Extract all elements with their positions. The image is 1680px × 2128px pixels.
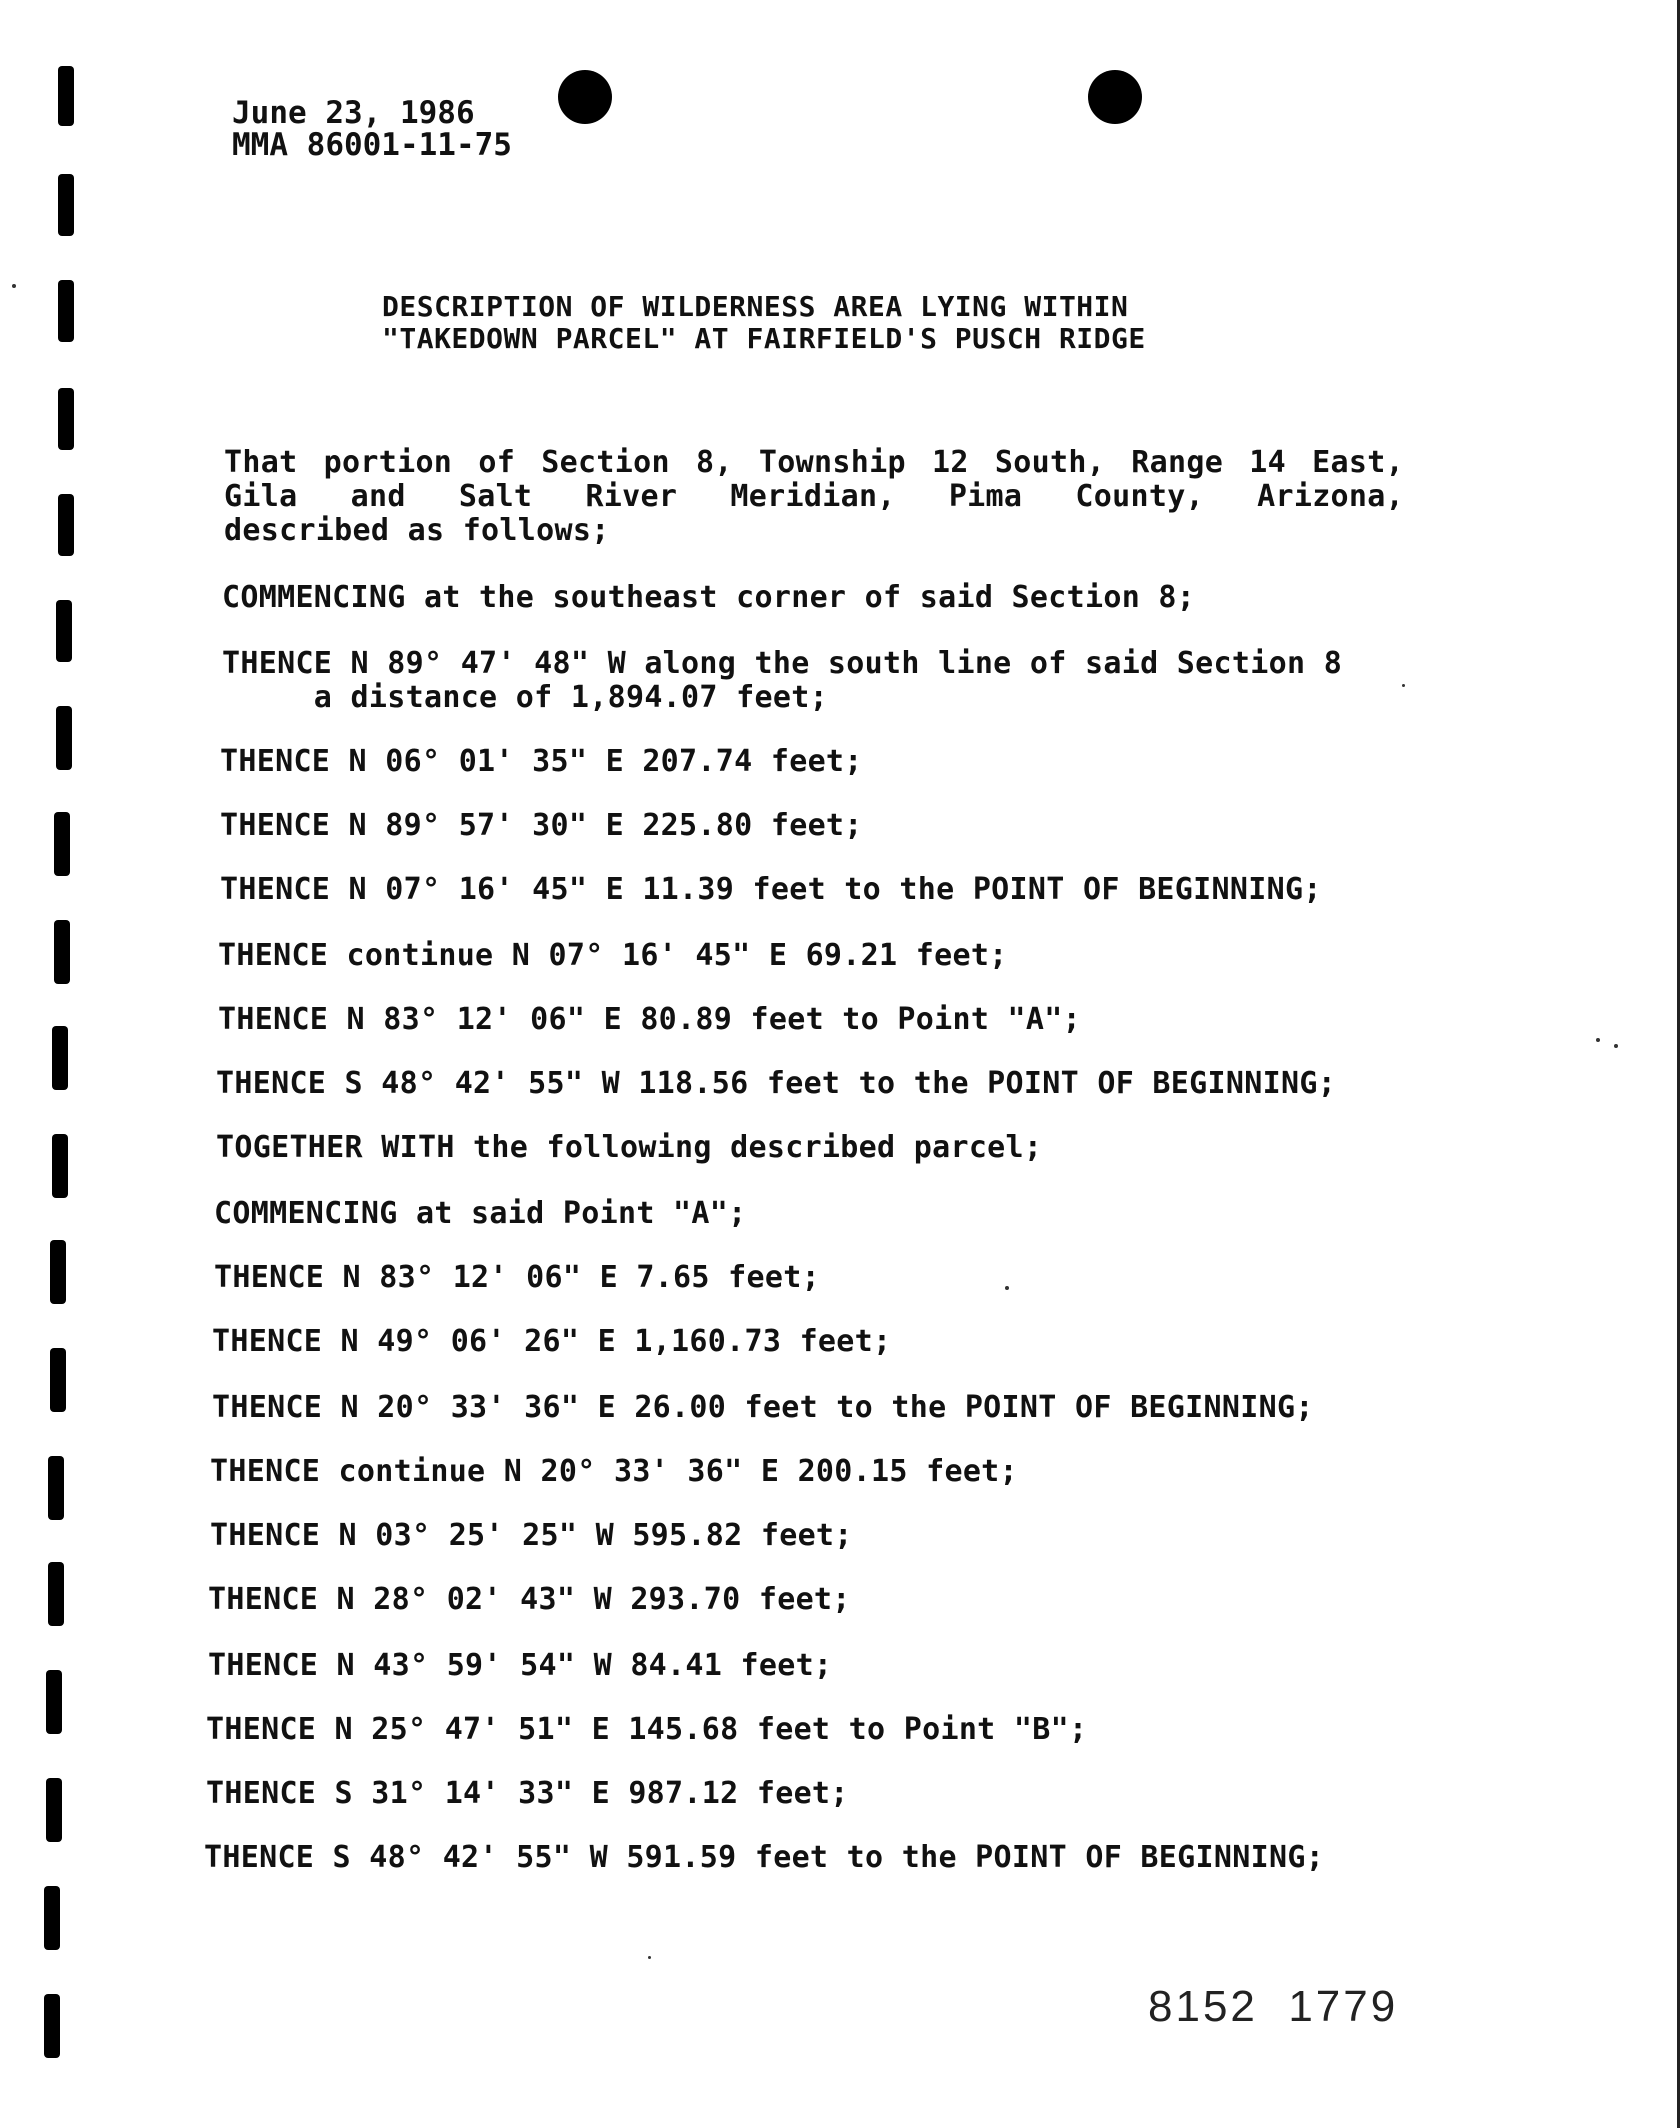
punch-mark [52, 1134, 68, 1198]
punch-mark [54, 920, 70, 984]
intro-line-2: Gila and Salt River Meridian, Pima County, Arizona, [224, 479, 1404, 514]
description-line: THENCE N 89° 47' 48" W along the south line of said Section 8 [222, 646, 1343, 681]
punch-mark [58, 174, 74, 236]
punch-mark [58, 388, 74, 450]
scan-speck [1402, 684, 1405, 687]
punch-mark [46, 1670, 62, 1734]
description-line: THENCE N 20° 33' 36" E 26.00 feet to the POINT OF BEGINNING; [212, 1390, 1314, 1425]
punch-mark [58, 494, 74, 556]
description-line: THENCE N 28° 02' 43" W 293.70 feet; [208, 1582, 851, 1617]
punch-mark [48, 1456, 64, 1520]
punch-mark [54, 812, 70, 876]
description-line: THENCE N 49° 06' 26" E 1,160.73 feet; [212, 1324, 892, 1359]
intro-line-3: described as follows; [224, 513, 610, 548]
binder-hole [1088, 70, 1142, 124]
description-line: THENCE N 06° 01' 35" E 207.74 feet; [220, 744, 863, 779]
description-line: THENCE N 07° 16' 45" E 11.39 feet to the POINT OF BEGINNING; [220, 872, 1322, 907]
title-line-2: "TAKEDOWN PARCEL" AT FAIRFIELD'S PUSCH RIDGE [382, 322, 1146, 355]
docket-stamp-number: 8152 1779 [1148, 1982, 1399, 2031]
description-line: THENCE N 83° 12' 06" E 80.89 feet to Point "A"; [218, 1002, 1081, 1037]
document-reference: MMA 86001-11-75 [232, 127, 512, 163]
description-line: THENCE S 31° 14' 33" E 987.12 feet; [206, 1776, 849, 1811]
scan-speck [12, 284, 16, 288]
description-line: THENCE N 83° 12' 06" E 7.65 feet; [214, 1260, 820, 1295]
title-line-1: DESCRIPTION OF WILDERNESS AREA LYING WITHIN [382, 290, 1129, 323]
description-line: THENCE continue N 07° 16' 45" E 69.21 feet; [218, 938, 1008, 973]
binder-hole [558, 70, 612, 124]
document-date: June 23, 1986 [232, 95, 475, 131]
description-line: COMMENCING at the southeast corner of said Section 8; [222, 580, 1196, 615]
intro-line-1: That portion of Section 8, Township 12 South, Range 14 East, [224, 445, 1404, 480]
punch-mark [50, 1240, 66, 1304]
punch-mark [58, 280, 74, 342]
punch-mark [56, 600, 72, 662]
description-line: THENCE N 43° 59' 54" W 84.41 feet; [208, 1648, 833, 1683]
scan-speck [1005, 1286, 1009, 1290]
description-line: THENCE S 48° 42' 55" W 118.56 feet to the POINT OF BEGINNING; [216, 1066, 1337, 1101]
description-line: THENCE N 25° 47' 51" E 145.68 feet to Point "B"; [206, 1712, 1088, 1747]
punch-mark [48, 1562, 64, 1626]
punch-mark [50, 1348, 66, 1412]
punch-mark [58, 66, 74, 126]
scan-speck [1596, 1038, 1600, 1042]
description-line: THENCE N 03° 25' 25" W 595.82 feet; [210, 1518, 853, 1553]
description-line: THENCE N 89° 57' 30" E 225.80 feet; [220, 808, 863, 843]
intro-paragraph [224, 446, 1404, 548]
description-line: a distance of 1,894.07 feet; [222, 680, 828, 715]
description-line: THENCE continue N 20° 33' 36" E 200.15 feet; [210, 1454, 1018, 1489]
description-line: THENCE S 48° 42' 55" W 591.59 feet to the POINT OF BEGINNING; [204, 1840, 1325, 1875]
punch-mark [52, 1026, 68, 1090]
punch-mark [44, 1886, 60, 1950]
scan-speck [648, 1956, 651, 1959]
description-line: COMMENCING at said Point "A"; [214, 1196, 747, 1231]
punch-mark [44, 1994, 60, 2058]
punch-mark [46, 1778, 62, 1842]
punch-mark [56, 706, 72, 770]
scan-speck [1614, 1044, 1618, 1048]
description-line: TOGETHER WITH the following described parcel; [216, 1130, 1043, 1165]
